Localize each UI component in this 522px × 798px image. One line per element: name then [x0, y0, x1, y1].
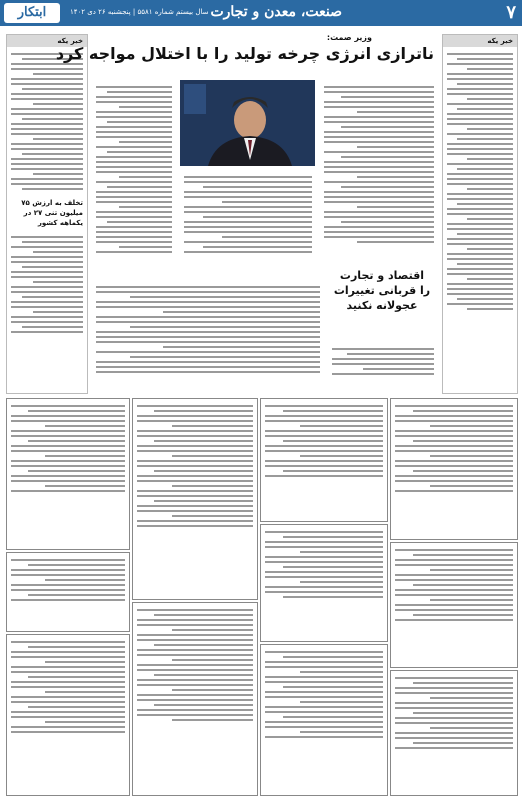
classified-ad — [260, 524, 388, 642]
classified-ad — [260, 644, 388, 796]
classified-ad — [390, 670, 518, 796]
article-body-center — [180, 170, 316, 270]
classified-ad — [260, 398, 388, 522]
classified-ad — [390, 542, 518, 668]
newspaper-logo: ابتکار — [4, 3, 60, 23]
pull-quote: اقتصاد و تجارت را قربانی تغییرات عجولانه نکنید — [333, 269, 431, 312]
left-news-column — [6, 34, 88, 394]
left-lower-headline: تخلف به ارزش ۷۵ میلیون تنی ۲۷ در یکماهه کشور — [21, 199, 83, 227]
pull-quote-body — [328, 342, 438, 390]
article-kicker: وزیر صمت: — [326, 33, 372, 42]
classified-ad — [390, 398, 518, 540]
article-body-right — [320, 80, 438, 262]
article-continuation — [92, 280, 324, 390]
classified-ad — [6, 634, 130, 796]
right-column-title: خبر یکه — [443, 35, 517, 47]
minister-photo — [180, 80, 315, 166]
classified-ad — [6, 398, 130, 550]
classified-ad — [132, 602, 258, 796]
classified-ad — [132, 398, 258, 600]
classified-ad — [6, 552, 130, 632]
right-news-column — [442, 34, 518, 394]
page-header — [0, 0, 522, 26]
section-title: صنعت، معدن و تجارت — [210, 4, 342, 20]
article-headline: ناترازی انرژی چرخه تولید را با اختلال مواجه کرد — [55, 44, 434, 63]
left-column-title: خبر یکه — [7, 35, 87, 47]
article-body-left — [92, 80, 176, 280]
issue-meta: سال بیستم شماره ۵۵۸۱ | پنجشنبه ۲۶ دی ۱۴۰۲ — [70, 8, 209, 16]
page-number: ۷ — [506, 2, 516, 23]
